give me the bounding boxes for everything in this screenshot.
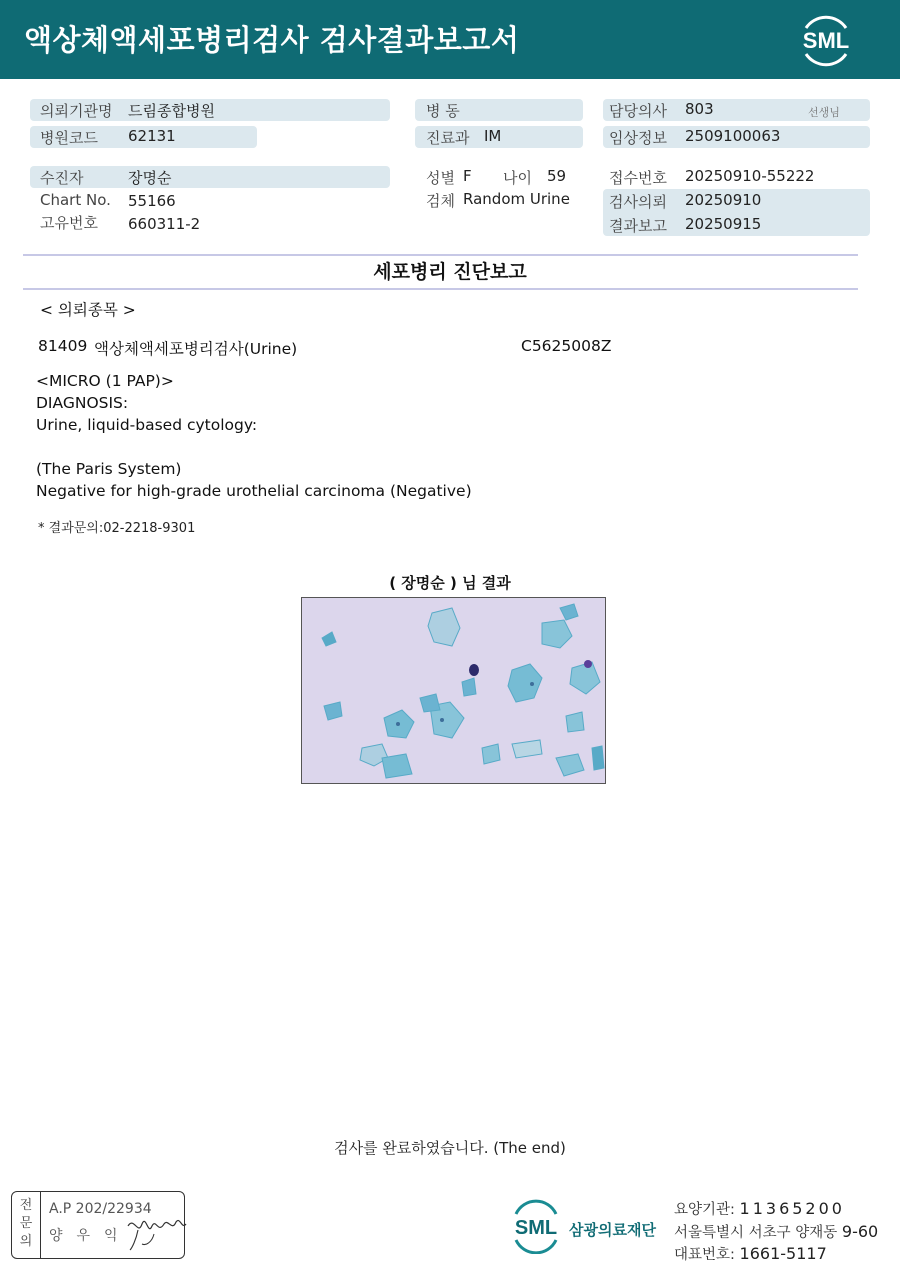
request-date-label: 검사의뢰 bbox=[609, 193, 667, 211]
registry-label: 요양기관: bbox=[674, 1202, 735, 1218]
clinical-info-label: 임상정보 bbox=[609, 129, 667, 147]
patient-value: 장명순 bbox=[128, 169, 172, 187]
image-caption: ( 장명순 ) 님 결과 bbox=[389, 574, 511, 592]
section-title: 세포병리 진단보고 bbox=[373, 261, 527, 283]
footer-logo-text: SML bbox=[514, 1217, 558, 1239]
registry-number: 11365200 bbox=[739, 1199, 845, 1218]
foundation-name: 삼광의료재단 bbox=[569, 1221, 656, 1239]
sex-value: F bbox=[463, 167, 472, 185]
receipt-no-value: 20250910-55222 bbox=[685, 167, 815, 185]
stamp-char: 전 bbox=[19, 1198, 33, 1213]
registry-line bbox=[674, 1198, 845, 1219]
address-line bbox=[674, 1221, 878, 1242]
phone-label: 대표번호: bbox=[674, 1247, 735, 1263]
hospital-code-value: 62131 bbox=[128, 127, 176, 145]
end-text: 검사를 완료하였습니다. (The end) bbox=[334, 1139, 566, 1157]
logo-text: SML bbox=[802, 28, 850, 53]
result-line: Urine, liquid-based cytology: bbox=[36, 416, 258, 434]
clinical-info-value: 2509100063 bbox=[685, 127, 781, 145]
result-line: DIAGNOSIS: bbox=[36, 394, 129, 412]
result-line: (The Paris System) bbox=[36, 460, 182, 478]
test-code: 81409 bbox=[38, 337, 88, 355]
sml-footer-logo-icon bbox=[510, 1198, 562, 1254]
doctor-label: 담당의사 bbox=[609, 102, 667, 120]
unique-no-label: 고유번호 bbox=[40, 214, 98, 232]
patient-label: 수진자 bbox=[40, 169, 84, 187]
stamp-char: 의 bbox=[19, 1234, 33, 1249]
hospital-code-label: 병원코드 bbox=[40, 129, 98, 147]
request-items-label: < 의뢰종목 > bbox=[40, 301, 136, 319]
section-rule-bottom bbox=[23, 288, 858, 290]
patient-row-bg bbox=[30, 166, 390, 188]
chart-no-value: 55166 bbox=[128, 192, 176, 210]
specimen-id: C5625008Z bbox=[521, 337, 612, 355]
stamp-pathologist-name: 양우익 bbox=[49, 1228, 132, 1244]
phone-number: 1661-5117 bbox=[739, 1244, 827, 1263]
age-value: 59 bbox=[547, 167, 567, 185]
department-label: 진료과 bbox=[426, 129, 470, 147]
institution-label: 의뢰기관명 bbox=[40, 102, 113, 120]
result-line: Negative for high-grade urothelial carcinoma (Negative) bbox=[36, 482, 472, 500]
unique-no-value: 660311-2 bbox=[128, 215, 201, 233]
cytology-cells-graphic bbox=[302, 598, 605, 783]
receipt-no-label: 접수번호 bbox=[609, 169, 667, 187]
address-number: 9-60 bbox=[841, 1222, 879, 1241]
test-name: 액상체액세포병리검사(Urine) bbox=[94, 340, 298, 358]
request-date-value: 20250910 bbox=[685, 191, 762, 209]
sex-label: 성별 bbox=[426, 169, 455, 187]
section-rule-top bbox=[23, 254, 858, 256]
report-title: 액상체액세포병리검사 검사결과보고서 bbox=[24, 23, 520, 57]
cytology-image bbox=[301, 597, 606, 784]
report-date-label: 결과보고 bbox=[609, 217, 667, 235]
signature-icon bbox=[124, 1206, 188, 1252]
age-label: 나이 bbox=[503, 169, 532, 187]
phone-line bbox=[674, 1243, 827, 1264]
specimen-label: 검체 bbox=[426, 192, 455, 210]
pathologist-stamp bbox=[11, 1191, 185, 1259]
department-value: IM bbox=[484, 127, 502, 145]
ward-label: 병 동 bbox=[426, 102, 460, 120]
institution-value: 드림종합병원 bbox=[128, 102, 215, 120]
report-date-value: 20250915 bbox=[685, 215, 762, 233]
doctor-suffix: 선생님 bbox=[808, 106, 840, 119]
report-header bbox=[0, 0, 900, 79]
chart-no-label: Chart No. bbox=[40, 191, 111, 209]
stamp-specialist-label bbox=[12, 1192, 41, 1258]
stamp-char: 문 bbox=[19, 1216, 33, 1231]
address-label: 서울특별시 서초구 양재동 bbox=[674, 1225, 838, 1241]
stamp-license-no: A.P 202/22934 bbox=[49, 1201, 152, 1217]
result-line: <MICRO (1 PAP)> bbox=[36, 372, 174, 390]
doctor-value: 803 bbox=[685, 100, 714, 118]
specimen-value: Random Urine bbox=[463, 190, 570, 208]
sml-logo-icon bbox=[796, 12, 856, 68]
inquiry-note: * 결과문의:02-2218-9301 bbox=[38, 521, 196, 536]
